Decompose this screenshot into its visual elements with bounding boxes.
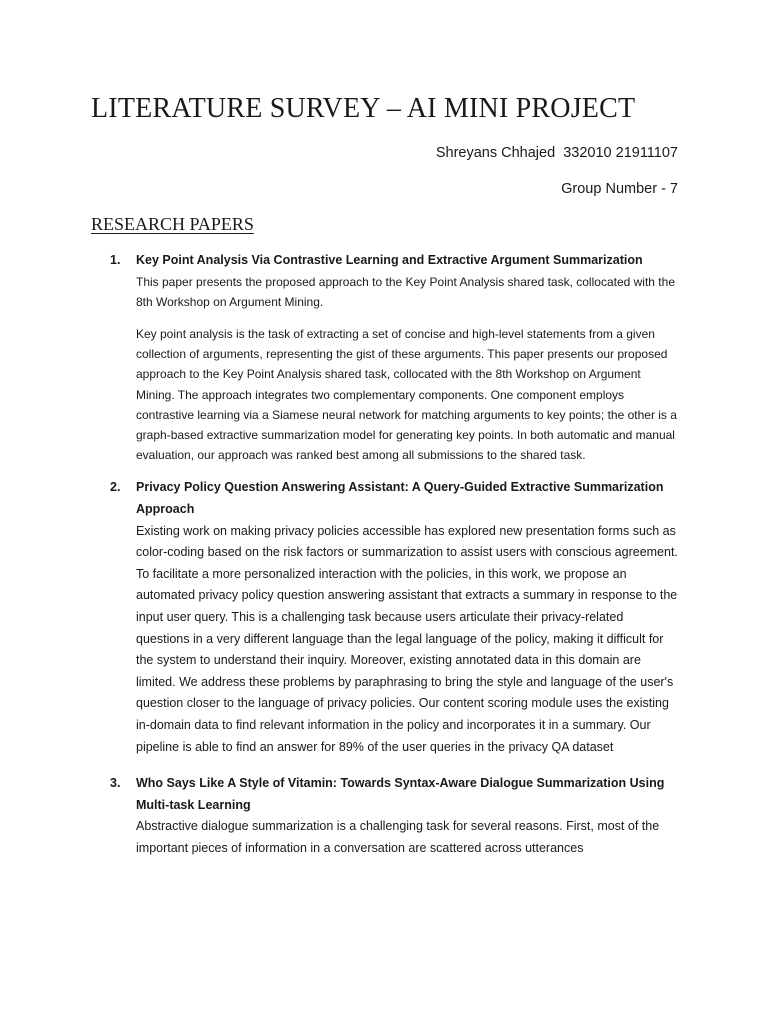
paper-number: 1. <box>110 253 121 267</box>
paper-abstract: Existing work on making privacy policies accessible has explored new presentation forms such as color-coding based on the risk factors or summarization to assist users with conscious agreement. To facilitate a more personalized interaction with the policies, in this work, we propose an automated privacy policy question answering assistant that extracts a summary in response to the input user query. This is a challenging task because users articulate their privacy-related questions in a very different language than the legal language of the policy, making it difficult for the system to understand their inquiry. Moreover, existing annotated data in this domain are limited. We address these problems by paraphrasing to bring the style and language of the user's question closer to the language of privacy policies. Our content scoring module uses the existing in-domain data to find relevant information in the policy and incorporates it in a summary. Our pipeline is able to find an answer for 89% of the user queries in the privacy QA dataset <box>136 523 678 754</box>
paper-item-3 <box>110 773 680 859</box>
group-number-line: Group Number - 7 <box>561 181 678 197</box>
section-heading-research-papers: RESEARCH PAPERS <box>91 214 254 234</box>
paper-title: Privacy Policy Question Answering Assistant: A Query-Guided Extractive Summarization Approach <box>136 480 664 517</box>
paper-item-2 <box>110 477 680 758</box>
author-line: Shreyans Chhajed 332010 21911107 <box>435 145 678 161</box>
paper-number: 2. <box>110 480 121 495</box>
paper-list <box>110 250 680 860</box>
document-title: LITERATURE SURVEY – AI MINI PROJECT <box>91 93 636 124</box>
paper-title: Key Point Analysis Via Contrastive Learning and Extractive Argument Summarization <box>136 253 643 267</box>
paper-summary: This paper presents the proposed approach to the Key Point Analysis shared task, collocated with the 8th Workshop on Argument Mining. <box>136 274 675 309</box>
paper-abstract: Abstractive dialogue summarization is a challenging task for several reasons. First, most of the important pieces of information in a conversation are scattered across utterances <box>136 819 660 855</box>
paper-number: 3. <box>110 776 121 791</box>
paper-title: Who Says Like A Style of Vitamin: Towards Syntax-Aware Dialogue Summarization Using Multi-task Learning <box>136 776 665 812</box>
paper-abstract: Key point analysis is the task of extracting a set of concise and high-level statements from a given collection of arguments, representing the gist of these arguments. This paper presents our proposed approach to the Key Point Analysis shared task, collocated with the 8th Workshop on Argument Mining. The approach integrates two complementary components. One component employs contrastive learning via a Siamese neural network for matching arguments to key points; the other is a graph-based extractive summarization model for generating key points. In both automatic and manual evaluation, our approach was ranked best among all submissions to the shared task. <box>136 327 677 463</box>
paper-item-1 <box>110 250 680 465</box>
